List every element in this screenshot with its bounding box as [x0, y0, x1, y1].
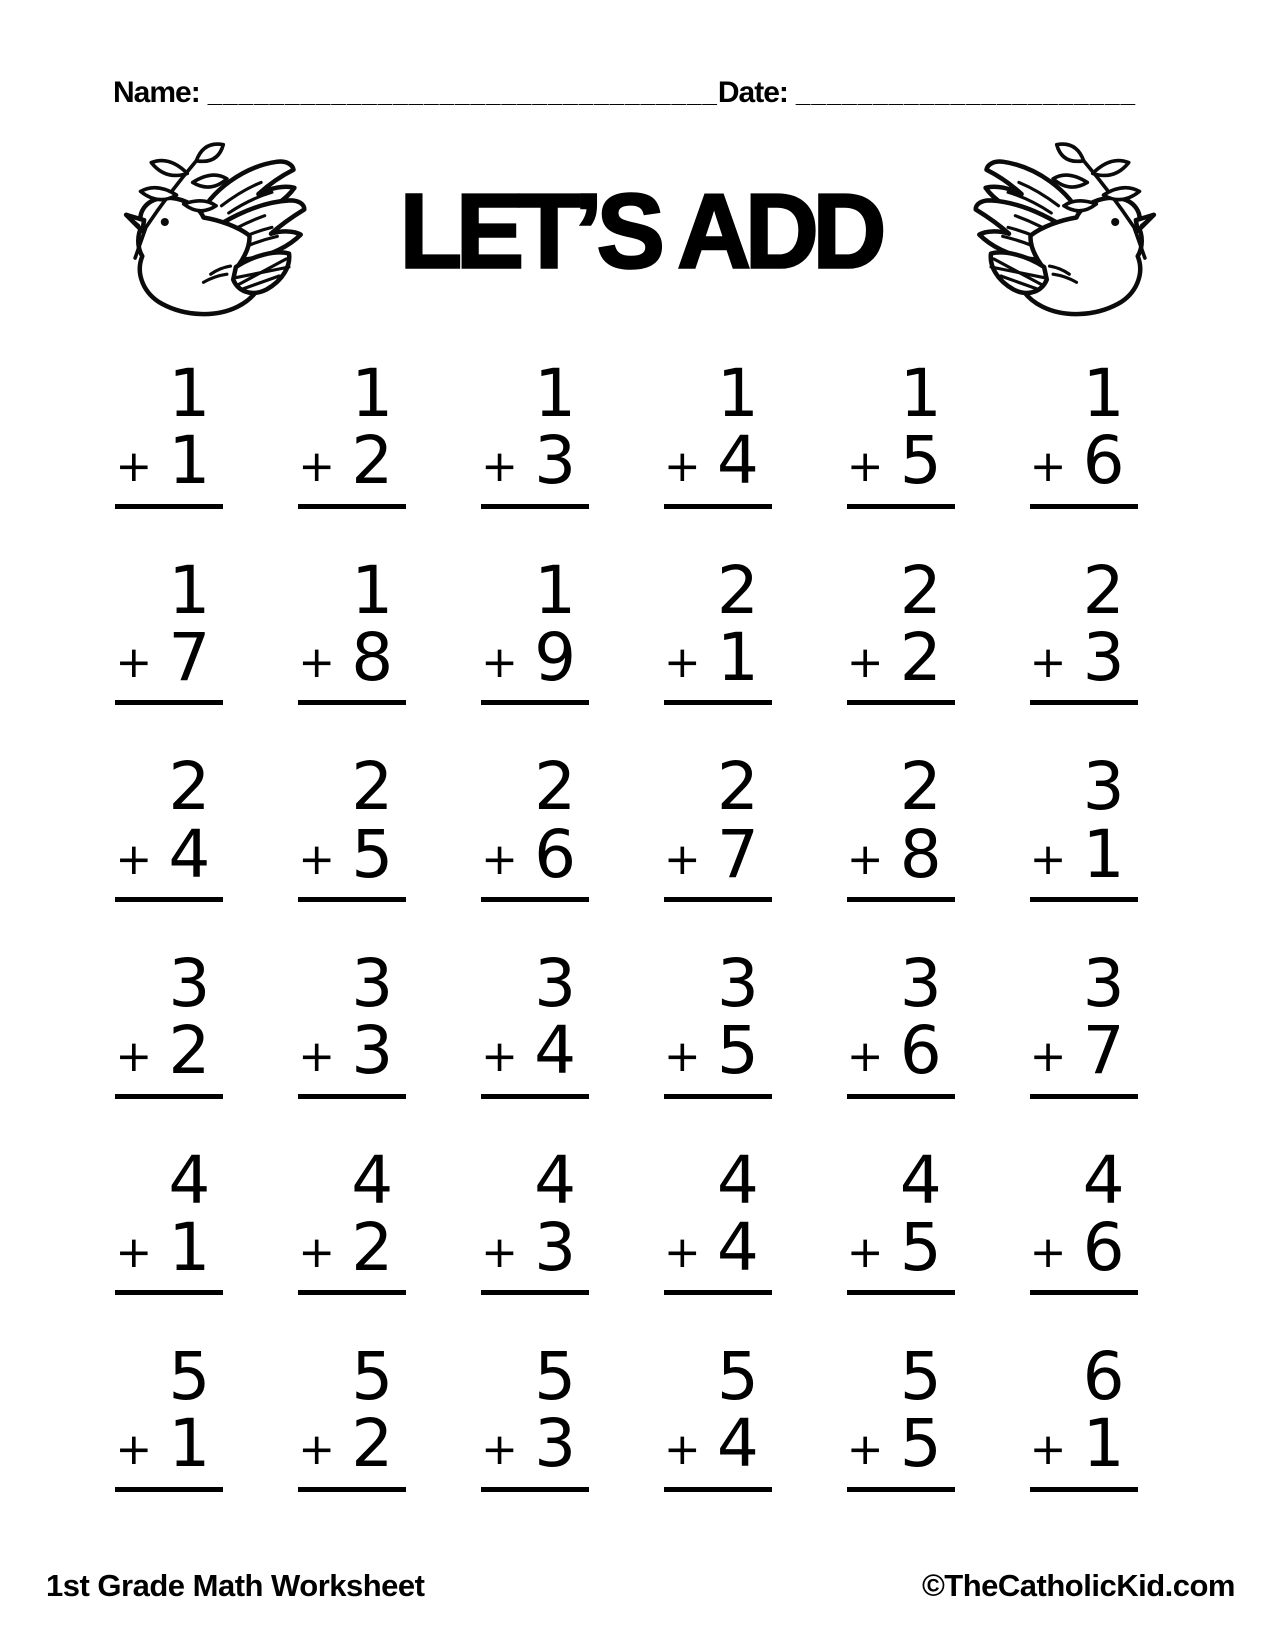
plus-sign: + [1029, 1423, 1067, 1475]
bottom-addend: 5 [899, 1405, 942, 1483]
bottom-addend: 5 [351, 815, 394, 893]
bottom-addend: 6 [899, 1012, 942, 1090]
bottom-addend: 9 [534, 618, 577, 696]
top-addend: 4 [351, 1141, 394, 1219]
top-addend: 1 [534, 551, 577, 629]
top-addend: 2 [168, 748, 211, 826]
top-addend: 2 [534, 748, 577, 826]
answer-line[interactable] [298, 897, 406, 902]
bottom-addend: 3 [534, 1208, 577, 1286]
plus-sign: + [1029, 1227, 1067, 1279]
bottom-addend: 4 [168, 815, 211, 893]
answer-line[interactable] [481, 700, 589, 705]
top-addend: 2 [1082, 551, 1125, 629]
problems-grid [0, 326, 1275, 1492]
top-addend: 1 [351, 551, 394, 629]
top-addend: 1 [351, 355, 394, 432]
addition-problem [481, 1141, 589, 1296]
title-row [0, 110, 1275, 326]
plus-sign: + [115, 637, 153, 689]
answer-line[interactable] [115, 897, 223, 902]
top-addend: 1 [1082, 355, 1125, 432]
plus-sign: + [1029, 637, 1067, 689]
plus-sign: + [298, 637, 336, 689]
answer-line[interactable] [115, 1487, 223, 1492]
plus-sign: + [298, 1030, 336, 1082]
plus-sign: + [663, 1423, 701, 1475]
addition-problem [663, 551, 772, 706]
answer-line[interactable] [847, 1094, 955, 1099]
addition-problem [115, 1338, 223, 1492]
top-addend: 3 [899, 944, 942, 1022]
plus-sign: + [481, 1423, 518, 1475]
answer-line[interactable] [847, 897, 955, 902]
answer-line[interactable] [1030, 1487, 1138, 1492]
top-addend: 2 [351, 748, 394, 826]
top-addend: 4 [716, 1141, 759, 1219]
addition-problem [1029, 551, 1138, 706]
top-addend: 4 [1082, 1141, 1125, 1219]
plus-sign: + [663, 1227, 701, 1279]
answer-line[interactable] [1030, 1094, 1138, 1099]
answer-line[interactable] [664, 1094, 772, 1099]
top-addend: 4 [168, 1141, 211, 1219]
addition-problem [846, 355, 955, 509]
answer-line[interactable] [847, 1487, 955, 1492]
addition-problem [663, 355, 772, 509]
answer-line[interactable] [298, 1094, 406, 1099]
plus-sign: + [663, 637, 701, 689]
dove-olive-branch-right-icon [955, 141, 1180, 321]
plus-sign: + [663, 834, 701, 885]
bottom-addend: 1 [168, 422, 211, 500]
bottom-addend: 2 [351, 422, 394, 500]
addition-problem [298, 551, 406, 706]
bottom-addend: 8 [351, 618, 394, 696]
name-label: Name: [113, 76, 200, 109]
top-addend: 5 [716, 1338, 759, 1416]
bottom-addend: 5 [899, 1208, 942, 1286]
plus-sign: + [846, 637, 884, 689]
copyright-label: ©TheCatholicKid.com [921, 1568, 1235, 1603]
addition-problem [115, 1141, 223, 1296]
answer-line[interactable] [481, 1094, 589, 1099]
plus-sign: + [1029, 1030, 1067, 1082]
bottom-addend: 6 [534, 815, 577, 893]
addition-problem [481, 1338, 589, 1492]
bottom-addend: 6 [1082, 422, 1125, 500]
bottom-addend: 7 [1082, 1012, 1125, 1090]
addition-problem [1029, 1141, 1138, 1296]
addition-problem [115, 551, 223, 706]
plus-sign: + [846, 1423, 884, 1475]
top-addend: 1 [716, 355, 759, 432]
top-addend: 2 [716, 748, 759, 826]
addition-problem [481, 748, 589, 902]
bottom-addend: 1 [716, 618, 759, 696]
worksheet-grade-label: 1st Grade Math Worksheet [46, 1568, 425, 1603]
plus-sign: + [1029, 440, 1067, 492]
addition-problem [846, 748, 955, 902]
top-addend: 6 [1082, 1338, 1125, 1416]
answer-line[interactable] [847, 1290, 955, 1295]
plus-sign: + [846, 440, 884, 492]
plus-sign: + [115, 834, 153, 885]
bottom-addend: 3 [534, 422, 577, 500]
answer-line[interactable] [847, 504, 955, 509]
header-row [0, 0, 1275, 110]
bottom-addend: 4 [716, 422, 759, 500]
top-addend: 5 [899, 1338, 942, 1416]
answer-line[interactable] [115, 1094, 223, 1099]
name-field [113, 76, 718, 110]
answer-line[interactable] [847, 700, 955, 705]
plus-sign: + [663, 440, 701, 492]
bottom-addend: 6 [1082, 1208, 1125, 1286]
top-addend: 4 [534, 1141, 577, 1219]
addition-problem [481, 355, 589, 509]
addition-problem [298, 1141, 406, 1296]
addition-problem [298, 1338, 406, 1492]
addition-problem [846, 944, 955, 1099]
answer-line[interactable] [481, 897, 589, 902]
answer-line[interactable] [1030, 1290, 1138, 1295]
plus-sign: + [115, 1227, 153, 1279]
bottom-addend: 2 [351, 1405, 394, 1483]
bottom-addend: 7 [168, 618, 211, 696]
answer-line[interactable] [664, 897, 772, 902]
addition-problem [663, 1338, 772, 1492]
plus-sign: + [298, 1227, 336, 1279]
top-addend: 1 [534, 355, 577, 432]
date-label: Date: [717, 76, 788, 109]
bottom-addend: 4 [716, 1208, 759, 1286]
bottom-addend: 1 [1082, 815, 1125, 893]
plus-sign: + [298, 1423, 336, 1475]
answer-line[interactable] [1030, 504, 1138, 509]
bottom-addend: 1 [168, 1405, 211, 1483]
top-addend: 2 [899, 748, 942, 826]
top-addend: 3 [168, 944, 211, 1022]
answer-line[interactable] [298, 700, 406, 705]
top-addend: 5 [168, 1338, 211, 1416]
answer-line[interactable] [481, 1290, 589, 1295]
top-addend: 3 [351, 944, 394, 1022]
plus-sign: + [115, 1423, 153, 1475]
addition-problem [481, 551, 589, 706]
addition-problem [663, 1141, 772, 1296]
top-addend: 1 [168, 551, 211, 629]
addition-problem [846, 1141, 955, 1296]
plus-sign: + [1029, 834, 1067, 885]
top-addend: 1 [899, 355, 942, 432]
plus-sign: + [481, 637, 518, 689]
plus-sign: + [846, 834, 884, 885]
addition-problem [846, 1338, 955, 1492]
bottom-addend: 2 [351, 1208, 394, 1286]
addition-problem [1029, 944, 1138, 1099]
answer-line[interactable] [115, 504, 223, 509]
answer-line[interactable] [664, 700, 772, 705]
bottom-addend: 5 [899, 422, 942, 500]
date-field [718, 76, 1136, 110]
name-line[interactable]: _________________________________ [207, 78, 718, 108]
answer-line[interactable] [664, 504, 772, 509]
top-addend: 5 [534, 1338, 577, 1416]
bottom-addend: 3 [351, 1012, 394, 1090]
bottom-addend: 1 [168, 1208, 211, 1286]
addition-problem [298, 748, 406, 902]
dove-olive-branch-left-icon [100, 141, 325, 321]
bottom-addend: 8 [899, 815, 942, 893]
addition-problem [298, 944, 406, 1099]
answer-line[interactable] [664, 1290, 772, 1295]
bottom-addend: 7 [716, 815, 759, 893]
page-title: LET’S ADD [399, 171, 881, 290]
bottom-addend: 5 [716, 1012, 759, 1090]
addition-problem [846, 551, 955, 706]
top-addend: 4 [899, 1141, 942, 1219]
bottom-addend: 2 [899, 618, 942, 696]
plus-sign: + [846, 1227, 884, 1279]
answer-line[interactable] [298, 1290, 406, 1295]
answer-line[interactable] [1030, 700, 1138, 705]
plus-sign: + [115, 1030, 153, 1082]
plus-sign: + [298, 440, 336, 492]
plus-sign: + [115, 440, 153, 492]
top-addend: 2 [899, 551, 942, 629]
addition-problem [1029, 355, 1138, 509]
top-addend: 3 [534, 944, 577, 1022]
addition-problem [1029, 748, 1138, 902]
answer-line[interactable] [664, 1487, 772, 1492]
addition-problem [481, 944, 589, 1099]
addition-problem [1029, 1338, 1138, 1492]
addition-problem [663, 748, 772, 902]
plus-sign: + [663, 1030, 701, 1082]
addition-problem [663, 944, 772, 1099]
bottom-addend: 3 [534, 1405, 577, 1483]
answer-line[interactable] [298, 1487, 406, 1492]
footer [46, 1568, 1235, 1604]
bottom-addend: 2 [168, 1012, 211, 1090]
top-addend: 3 [716, 944, 759, 1022]
answer-line[interactable] [298, 504, 406, 509]
plus-sign: + [481, 834, 518, 885]
bottom-addend: 3 [1082, 618, 1125, 696]
bottom-addend: 4 [534, 1012, 577, 1090]
plus-sign: + [481, 1030, 518, 1082]
top-addend: 1 [168, 355, 211, 432]
plus-sign: + [298, 834, 336, 885]
addition-problem [298, 355, 406, 509]
answer-line[interactable] [115, 700, 223, 705]
addition-problem [115, 748, 223, 902]
plus-sign: + [846, 1030, 884, 1082]
plus-sign: + [481, 440, 518, 492]
answer-line[interactable] [481, 1487, 589, 1492]
addition-problem [115, 944, 223, 1099]
bottom-addend: 1 [1082, 1405, 1125, 1483]
addition-problem [115, 355, 223, 509]
bottom-addend: 4 [716, 1405, 759, 1483]
answer-line[interactable] [1030, 897, 1138, 902]
answer-line[interactable] [481, 504, 589, 509]
top-addend: 5 [351, 1338, 394, 1416]
top-addend: 3 [1082, 748, 1125, 826]
top-addend: 2 [716, 551, 759, 629]
top-addend: 3 [1082, 944, 1125, 1022]
plus-sign: + [481, 1227, 518, 1279]
answer-line[interactable] [115, 1290, 223, 1295]
date-line[interactable]: ______________________ [795, 78, 1137, 108]
